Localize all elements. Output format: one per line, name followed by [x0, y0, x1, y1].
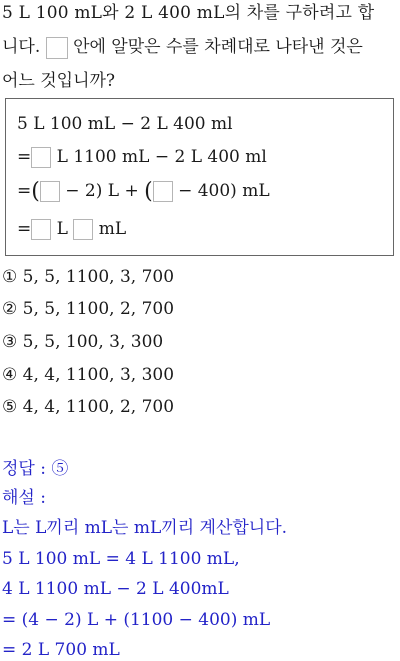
question-line-1: 5 L 100 mL와 2 L 400 mL의 차를 구하려고 합 [2, 3, 375, 23]
choice-1[interactable]: ① 5, 5, 1100, 3, 700 [2, 267, 175, 287]
choice-2[interactable]: ② 5, 5, 1100, 2, 700 [2, 299, 175, 319]
open-paren: ( [144, 179, 153, 204]
equals-sign: = [17, 219, 32, 239]
work-line-3 [17, 179, 270, 204]
explanation-line-2: 5 L 100 mL = 4 L 1100 mL, [2, 549, 240, 569]
blank-box [46, 37, 68, 59]
open-paren: ( [31, 179, 40, 204]
work-line-4 [17, 217, 126, 241]
explanation-line-5: = 2 L 700 mL [2, 640, 120, 660]
blank-box [31, 219, 51, 240]
explanation-line-1: L는 L끼리 mL는 mL끼리 계산합니다. [2, 518, 288, 538]
question-line-2-end: 안에 알맞은 수를 차례대로 나타낸 것은 [73, 37, 363, 57]
correct-answer: 정답 : ⑤ [2, 459, 69, 479]
question-line-3: 어느 것입니까? [2, 71, 116, 91]
liter-unit: L [51, 219, 74, 239]
liter-plus: L + [102, 181, 145, 201]
work-box [5, 98, 394, 256]
blank-box [153, 181, 173, 202]
blank-box [40, 181, 60, 202]
explanation-line-3: 4 L 1100 mL − 2 L 400mL [2, 579, 229, 599]
work-line-2 [17, 145, 267, 169]
question-line-2-start: 니다. [2, 37, 41, 57]
choice-4[interactable]: ④ 4, 4, 1100, 3, 300 [2, 365, 175, 385]
minus-400-close: − 400) [172, 181, 237, 201]
blank-box [73, 219, 93, 240]
milliliter-unit: mL [236, 181, 270, 201]
explanation-line-4: = (4 − 2) L + (1100 − 400) mL [2, 610, 271, 630]
work-line-1: 5 L 100 mL − 2 L 400 ml [17, 114, 233, 134]
choice-5[interactable]: ⑤ 4, 4, 1100, 2, 700 [2, 397, 175, 417]
question-line-2 [2, 36, 363, 59]
explanation-label: 해설 : [2, 488, 46, 508]
equals-sign: = [17, 181, 32, 201]
work-line-2-rest: L 1100 mL − 2 L 400 ml [56, 147, 267, 167]
choice-3[interactable]: ③ 5, 5, 100, 3, 300 [2, 332, 164, 352]
equals-sign: = [17, 147, 32, 167]
blank-box [31, 147, 51, 168]
minus-two-close: − 2) [59, 181, 103, 201]
milliliter-unit: mL [93, 219, 127, 239]
